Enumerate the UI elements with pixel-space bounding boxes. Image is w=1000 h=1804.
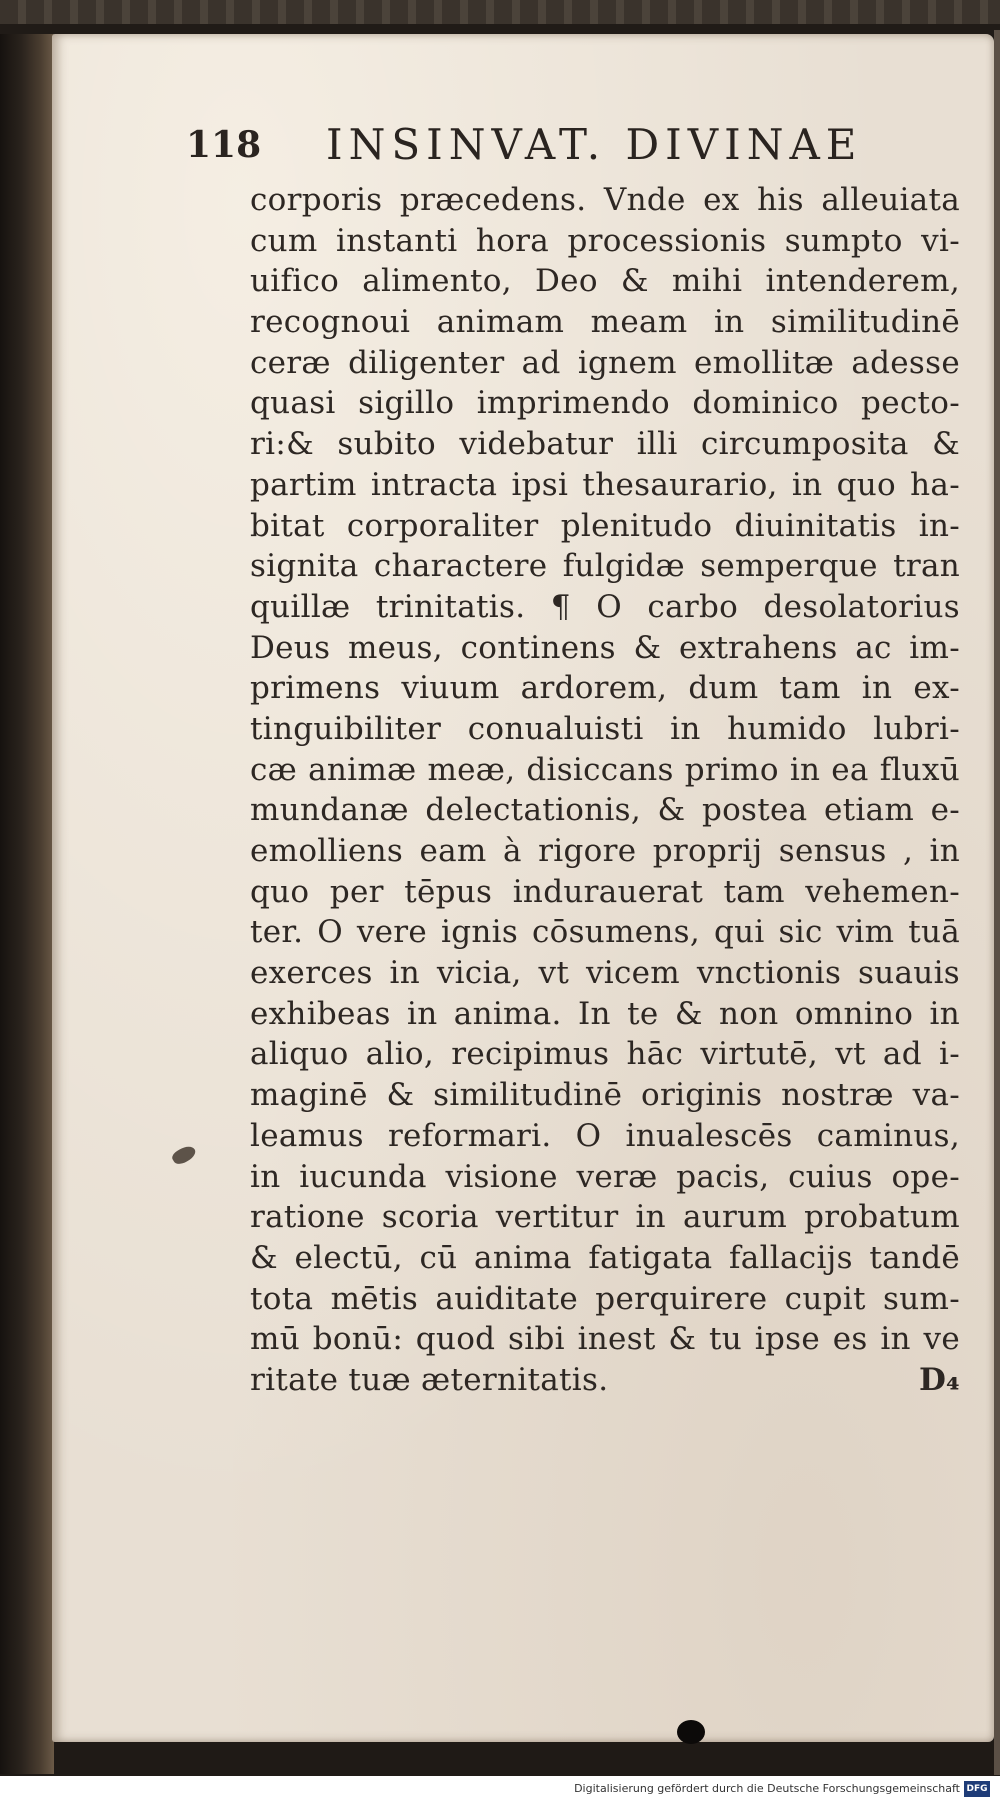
text-line: quo per tēpus indurauerat tam vehemen- [250, 873, 960, 910]
text-line: emolliens eam à rigore proprij sensus , in [250, 833, 960, 869]
book-spine-edge [0, 34, 54, 1774]
page-number: 118 [186, 124, 262, 166]
text-line: mū bonū: quod sibi inest & tu ipse es in ve [250, 1321, 960, 1358]
text-line: tota mētis auiditate perquirere cupit sum- [250, 1280, 960, 1317]
text-line: exhibeas in anima. In te & non omnino in [250, 995, 960, 1032]
footer-credit: Digitalisierung gefördert durch die Deutsche Forschungsgemeinschaft [574, 1782, 960, 1795]
text-line: in iucunda visione veræ pacis, cuius ope- [250, 1158, 960, 1195]
text-line: & electū, cū anima fatigata fallacijs tandē [250, 1239, 960, 1276]
text-line: ratione scoria vertitur in aurum probatum [250, 1199, 960, 1236]
text-line: quillæ trinitatis. ¶ O carbo desolatorius [250, 588, 960, 625]
text-line: corporis præcedens. Vnde ex his alleuiata [250, 182, 960, 218]
text-line: maginē & similitudinē originis nostræ va- [250, 1077, 960, 1114]
binding-hole-mark [677, 1720, 705, 1744]
text-line: ceræ diligenter ad ignem emollitæ adesse [250, 344, 960, 381]
text-line: ter. O vere ignis cōsumens, qui sic vim tuā [250, 914, 960, 951]
text-line: quasi sigillo imprimendo dominico pecto- [250, 385, 960, 422]
dfg-logo: DFG [964, 1781, 990, 1797]
book-right-edge [994, 30, 1000, 1775]
text-line: partim intracta ipsi thesaurario, in quo ha- [250, 466, 960, 503]
text-line: mundanæ delectationis, & postea etiam e- [250, 792, 960, 829]
text-line: exerces in vicia, vt vicem vnctionis suauis [250, 955, 960, 992]
text-line: signita charactere fulgidæ semperque tran [250, 548, 960, 585]
text-line: leamus reformari. O inualescēs caminus, [250, 1117, 960, 1154]
text-line: primens viuum ardorem, dum tam in ex- [250, 670, 960, 707]
book-top-edge [0, 0, 1000, 34]
text-line: cæ animæ meæ, disiccans primo in ea fluxū [250, 751, 960, 788]
text-line: ri:& subito videbatur illi circumposita & [250, 426, 960, 463]
running-title: INSINVAT. DIVINAE [326, 120, 863, 169]
catchword: D₄ [918, 1361, 960, 1398]
digitization-footer [0, 1776, 1000, 1804]
text-line: cum instanti hora processionis sumpto vi- [250, 222, 960, 259]
text-line: uifico alimento, Deo & mihi intenderem, [250, 263, 960, 300]
text-line: tinguibiliter conualuisti in humido lubri- [250, 710, 960, 747]
body-text [250, 180, 960, 1401]
text-line: recognoui animam meam in similitudinē [250, 304, 960, 341]
text-line: aliquo alio, recipimus hāc virtutē, vt ad i- [250, 1036, 960, 1073]
text-line: ritate tuæ æternitatis. D₄ [250, 1360, 960, 1401]
running-head [186, 120, 956, 180]
text-line: bitat corporaliter plenitudo diuinitatis in- [250, 507, 960, 544]
text-line: Deus meus, continens & extrahens ac im- [250, 629, 960, 666]
